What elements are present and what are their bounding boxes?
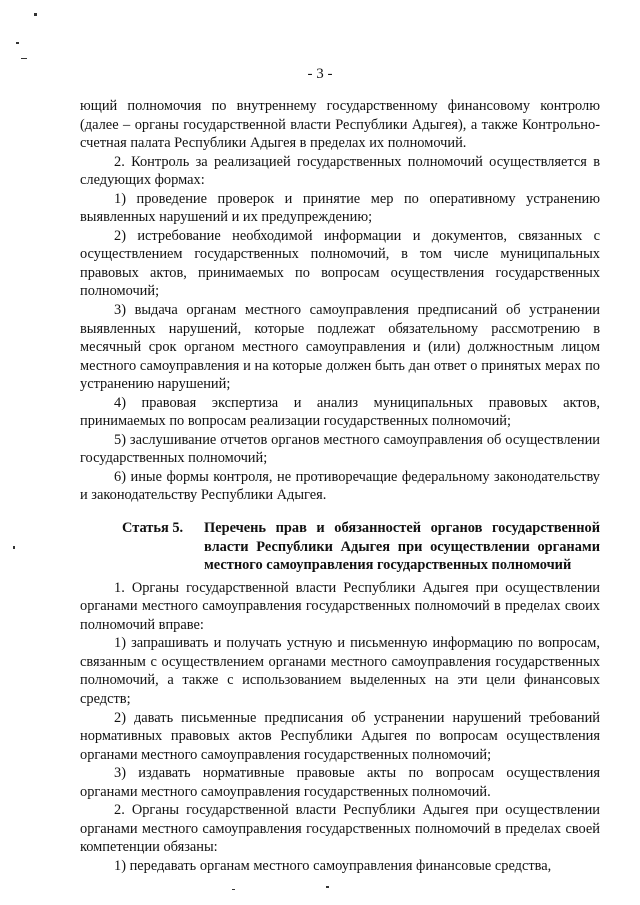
list-item: 1) проведение проверок и принятие мер по оперативному устранению выявленных нарушений и их предупреждению; xyxy=(80,190,600,226)
article-title: Перечень прав и обязанностей органов государственной власти Республики Адыгея при осуществлении органами местного самоуправления государственных полномочий xyxy=(204,520,600,574)
list-item: 1) передавать органам местного самоуправления финансовые средства, xyxy=(114,857,552,874)
paragraph: 1. Органы государственной власти Республики Адыгея при осуществлении органами местного самоуправления государственных полномочий в пределах своих полномочий вправе: xyxy=(80,579,600,633)
list-item: 3) выдача органам местного самоуправления предписаний об устранении выявленных нарушений, которые подлежат обязательному рассмотрению в месячный срок органом местного самоуправления и (или) должностным лицом местного самоуправления и на которые должен быть дан ответ о принятых мерах по устранению нарушений; xyxy=(80,302,600,393)
list-item: 1) запрашивать и получать устную и письменную информацию по вопросам, связанным с осуществлением органами местного самоуправления государственных полномочий, а также с использованием выделенных на эти цели финансовых средств; xyxy=(80,635,600,707)
page-number: - 3 - xyxy=(307,66,333,82)
paragraph: 2. Органы государственной власти Республики Адыгея при осуществлении органами местного самоуправления государственных полномочий в пределах своей компетенции обязаны: xyxy=(80,802,600,856)
document-body xyxy=(80,97,600,875)
article-heading xyxy=(80,519,600,575)
list-item: 2) давать письменные предписания об устранении нарушений требований нормативных правовых актов Республики Адыгея по вопросам осуществления органами местного самоуправления государственных полномочий; xyxy=(80,709,600,763)
list-item: 3) издавать нормативные правовые акты по вопросам осуществления органами местного самоуправления государственных полномочий. xyxy=(80,765,600,800)
scan-speck xyxy=(13,546,15,549)
paragraph: ющий полномочия по внутреннему государственному финансовому контролю (далее – органы государственной власти Республики Адыгея), а также Контрольно-счетная палата Республики Адыгея в пределах их полномочий. xyxy=(80,98,600,152)
list-item: 2) истребование необходимой информации и документов, связанных с осуществлением государственных полномочий, в том числе муниципальных правовых актов, принимаемых по вопросам осуществления государственных полномочий; xyxy=(80,227,600,300)
scan-speck xyxy=(16,42,19,44)
paragraph: 2. Контроль за реализацией государственных полномочий осуществляется в следующих формах: xyxy=(80,153,600,189)
scan-speck xyxy=(21,58,27,59)
scan-speck xyxy=(34,13,37,16)
article-label: Статья 5. xyxy=(122,520,184,537)
list-item: 4) правовая экспертиза и анализ муниципальных правовых актов, принимаемых по вопросам реализации государственных полномочий; xyxy=(80,394,600,430)
list-item: 5) заслушивание отчетов органов местного самоуправления об осуществлении государственных полномочий; xyxy=(80,431,600,467)
scan-speck xyxy=(326,886,329,888)
scan-speck xyxy=(232,889,235,890)
list-item: 6) иные формы контроля, не противоречащие федеральному законодательству и законодательству Республики Адыгея. xyxy=(80,468,600,504)
